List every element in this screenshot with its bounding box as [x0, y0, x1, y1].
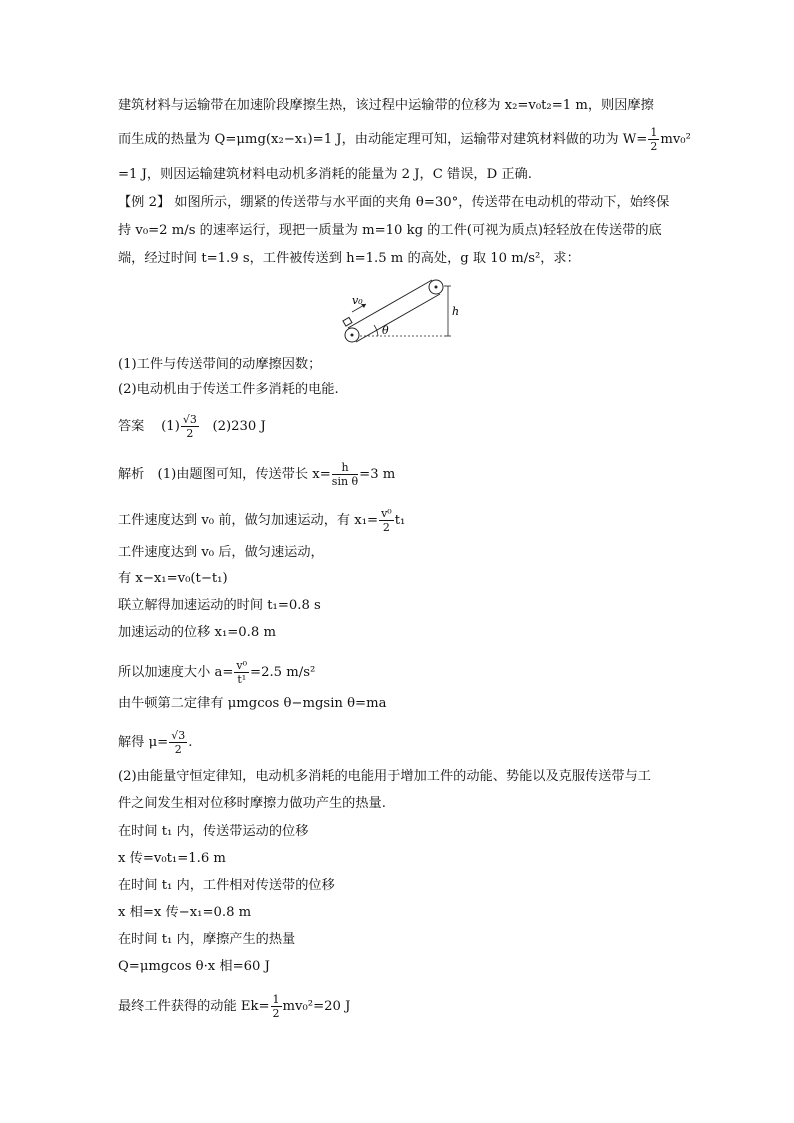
question-1: (1)工件与传送带间的动摩擦因数；: [118, 357, 322, 372]
solution-line: [118, 462, 395, 487]
text-line: =1 J，则因运输建筑材料电动机多消耗的能量为 2 J，C 错误，D 正确.: [118, 167, 532, 182]
example-line: 端，经过时间 t=1.9 s，工件被传送到 h=1.5 m 的高处，g 取 10 m/s²，求：: [118, 251, 580, 266]
solution-line: 在时间 t₁ 内，工件相对传送带的位移: [118, 878, 335, 893]
fraction-denominator: 2: [650, 140, 658, 153]
text-segment: 解析 (1)由题图可知，传送带长 x=: [118, 467, 331, 482]
fraction-denominator: t¹: [237, 673, 247, 686]
solution-line: 件之间发生相对位移时摩擦力做功产生的热量.: [118, 796, 386, 811]
v0-label: v₀: [352, 294, 363, 307]
text-segment: =2.5 m/s²: [250, 665, 316, 680]
solution-line: 工件速度达到 v₀ 后，做匀速运动，: [118, 545, 324, 560]
answer-line: [118, 414, 266, 439]
fraction-denominator: 2: [186, 427, 194, 440]
bottom-pulley-axle: [351, 334, 354, 337]
text-segment: mv₀²=20 J: [282, 999, 351, 1014]
solution-line: (2)由能量守恒定律知，电动机多消耗的电能用于增加工件的动能、势能以及克服传送带与工: [118, 769, 651, 784]
fraction-numerator: 1: [272, 993, 280, 1006]
text-segment: 最终工件获得的动能 Ek=: [118, 999, 270, 1014]
fraction-numerator: √3: [182, 413, 197, 426]
answer-2: (2)230 J: [212, 419, 266, 434]
solution-line: 加速运动的位移 x₁=0.8 m: [118, 625, 276, 640]
h-label: h: [452, 305, 460, 318]
fraction-denominator: 2: [174, 743, 182, 756]
fraction-denominator: 2: [272, 1007, 280, 1020]
solution-line: 联立解得加速运动的时间 t₁=0.8 s: [118, 598, 321, 613]
example-line: 【例 2】 如图所示，绷紧的传送带与水平面的夹角 θ=30°，传送带在电动机的带动下，始终保: [118, 195, 670, 210]
conveyor-belt-svg: [330, 270, 480, 345]
fraction: [169, 730, 187, 755]
fraction: [332, 462, 358, 487]
solution-line: [118, 660, 315, 685]
text-segment: 而生成的热量为 Q=μmg(x₂−x₁)=1 J，由动能定理可知，运输带对建筑材料做的功为 W=: [118, 132, 648, 147]
text-segment: mv₀²: [660, 132, 691, 147]
solution-line: [118, 994, 350, 1019]
text-line: 建筑材料与运输带在加速阶段摩擦生热，该过程中运输带的位移为 x₂=v₀t₂=1 m，则因摩擦: [118, 98, 654, 113]
belt-bottom: [356, 294, 440, 342]
question-2: (2)电动机由于传送工件多消耗的电能.: [118, 382, 339, 397]
solution-line: x 传=v₀t₁=1.6 m: [118, 851, 226, 866]
answer-1-prefix: (1): [161, 419, 180, 434]
example-line: 持 v₀=2 m/s 的速率运行，现把一质量为 m=10 kg 的工件(可视为质点)轻轻放在传送带的底: [118, 223, 662, 238]
text-segment: =3 m: [359, 467, 396, 482]
text-line: [118, 127, 691, 152]
fraction-denominator: 2: [382, 521, 390, 534]
fraction-numerator: √3: [171, 729, 186, 742]
solution-line: 在时间 t₁ 内，传送带运动的位移: [118, 824, 309, 839]
workpiece: [343, 317, 352, 326]
text-segment: 所以加速度大小 a=: [118, 665, 234, 680]
solution-line: [118, 730, 192, 755]
fraction-denominator: sin θ: [331, 475, 359, 488]
text-segment: t₁: [394, 513, 406, 528]
text-segment: .: [188, 735, 193, 750]
solution-line: 有 x−x₁=v₀(t−t₁): [118, 571, 228, 586]
fraction-numerator: v⁰: [381, 507, 392, 520]
solution-line: 在时间 t₁ 内，摩擦产生的热量: [118, 932, 296, 947]
fraction-numerator: 1: [650, 126, 658, 139]
fraction-numerator: v⁰: [236, 659, 248, 672]
solution-line: [118, 508, 405, 533]
solution-line: Q=μmgcos θ·x 相=60 J: [118, 959, 270, 974]
fraction: [271, 994, 282, 1019]
conveyor-belt-diagram: [330, 270, 480, 345]
answer-label: 答案: [118, 419, 145, 434]
theta-label: θ: [382, 324, 389, 337]
answer-1-fraction: [181, 414, 199, 439]
text-segment: 工件速度达到 v₀ 前，做匀加速运动，有 x₁=: [118, 513, 379, 528]
fraction-numerator: h: [332, 462, 358, 475]
text-segment: 解得 μ=: [118, 735, 169, 750]
fraction: [648, 127, 659, 152]
fraction: [234, 660, 249, 685]
solution-line: 由牛顿第二定律有 μmgcos θ−mgsin θ=ma: [118, 696, 387, 711]
fraction: [379, 508, 394, 533]
solution-line: x 相=x 传−x₁=0.8 m: [118, 905, 252, 920]
top-pulley-axle: [435, 286, 438, 289]
